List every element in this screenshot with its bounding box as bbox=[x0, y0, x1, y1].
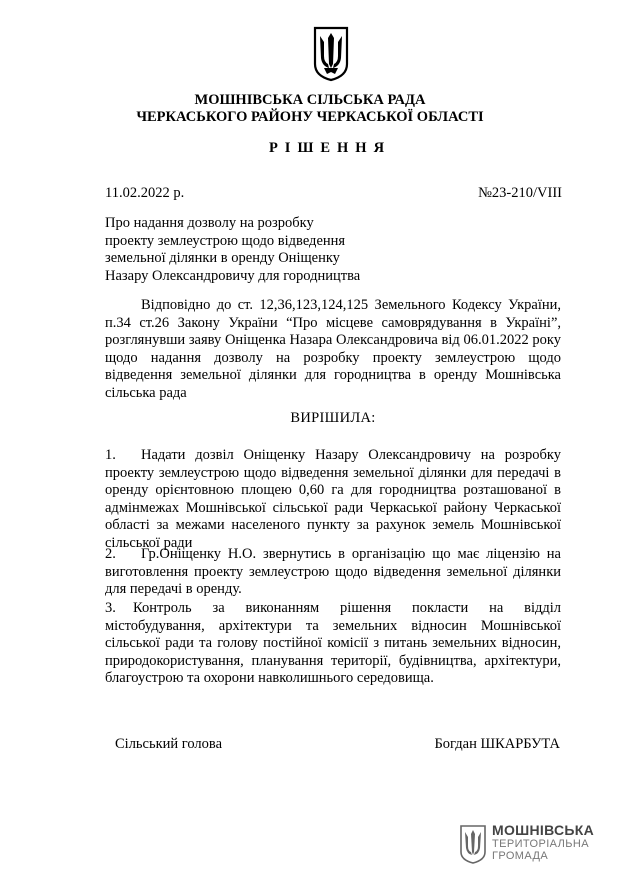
item-text: Надати дозвіл Оніщенку Назару Олександровичу на розробку проекту землеустрою щодо відведення земельної ділянки для передачі в оренду орієнтовною площею 0,60 га для городництва розташованої в адмінмежах Мошнівської сільської ради Черкаської району Черкаської області за межами населеного пункту за рахунок земель Мошнівської сільської ради bbox=[105, 447, 561, 551]
resolved-heading: ВИРІШИЛА: bbox=[290, 410, 376, 426]
resolution-item bbox=[105, 447, 561, 552]
item-number: 2. bbox=[105, 546, 116, 562]
logo-text bbox=[492, 822, 594, 862]
council-name: МОШНІВСЬКА СІЛЬСЬКА РАДА bbox=[194, 92, 426, 108]
item-text: Гр.Оніщенку Н.О. звернутись в організацію що має ліцензію на виготовлення проекту землеустрою щодо відведення земельної ділянки для передачі в оренду. bbox=[105, 546, 561, 597]
trident-logo-icon bbox=[460, 824, 486, 864]
signatory-position: Сільський голова bbox=[115, 736, 223, 752]
signatory-name: Богдан ШКАРБУТА bbox=[434, 736, 560, 752]
district-name: ЧЕРКАСЬКОГО РАЙОНУ ЧЕРКАСЬКОЇ ОБЛАСТІ bbox=[136, 109, 484, 125]
decision-date: 11.02.2022 р. bbox=[105, 185, 185, 201]
resolution-item bbox=[105, 600, 561, 688]
subject-line: Про надання дозволу на розробку bbox=[105, 215, 314, 231]
subject-line: Назару Олександровичу для городництва bbox=[105, 267, 361, 284]
decision-subject bbox=[105, 215, 405, 285]
logo-line: ГРОМАДА bbox=[492, 850, 549, 862]
trident-emblem-icon bbox=[313, 24, 349, 82]
logo-line: ТЕРИТОРІАЛЬНА bbox=[492, 838, 589, 850]
decision-number: №23-210/VIII bbox=[478, 185, 562, 201]
document-type-title: РІШЕННЯ bbox=[268, 140, 392, 156]
logo-line: МОШНІВСЬКА bbox=[492, 822, 595, 838]
item-number: 3. bbox=[105, 600, 116, 616]
item-number: 1. bbox=[105, 447, 116, 463]
resolution-item bbox=[105, 546, 561, 599]
subject-line: земельної ділянки в оренду Оніщенку bbox=[105, 250, 340, 266]
community-logo bbox=[460, 822, 602, 868]
item-text: Контроль за виконанням рішення покласти на відділ містобудування, архітектури та земельних відносин Мошнівської сільської ради та голову постійної комісії з питань земельних відносин, природокористування, планування території, будівництва, архітектури, благоустрою та охорони навколишнього середовища. bbox=[105, 600, 561, 686]
subject-line: проекту землеустрою щодо відведення bbox=[105, 232, 346, 249]
preamble-paragraph: Відповідно до ст. 12,36,123,124,125 Земельного Кодексу України, п.34 ст.26 Закону України “Про місцеве самоврядування в Україні”, розглянувши заяву Оніщенка Назара Олександровича від 06.01.2022 року щодо надання дозволу на розробку проекту землеустрою щодо відведення земельної ділянки для городництва в оренду Мошнівська сільська рада bbox=[105, 297, 561, 401]
